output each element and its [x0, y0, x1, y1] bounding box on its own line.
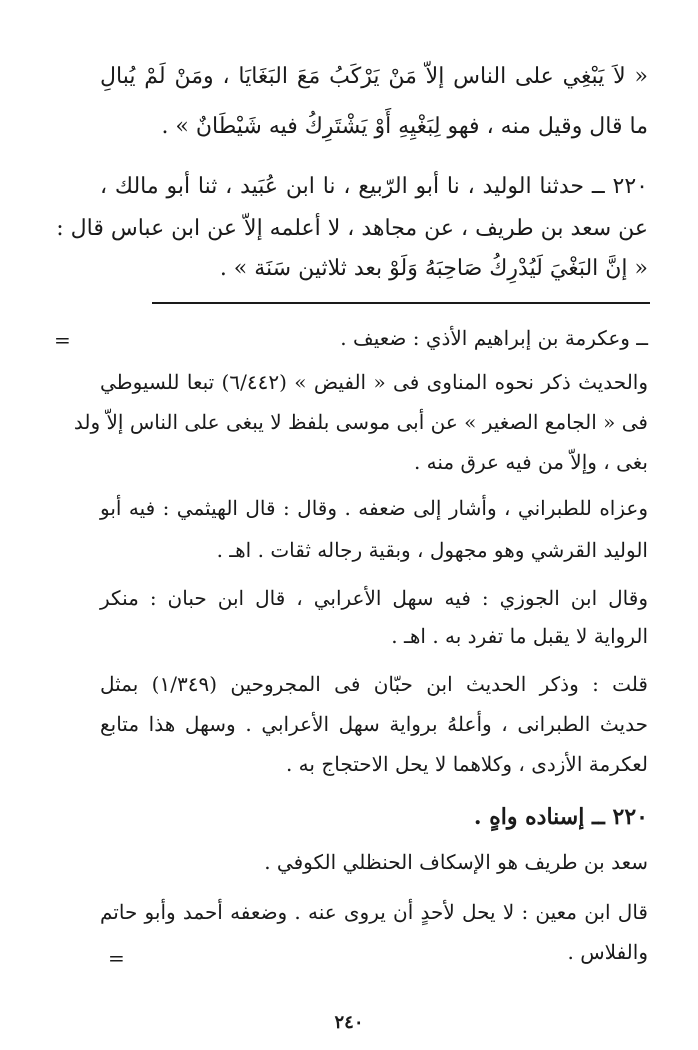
end-continuation-marker: = [108, 946, 125, 970]
footnote-para-3-line-1: وقال ابن الجوزي : فيه سهل الأعرابي ، قال ابن حبان : منكر [100, 586, 648, 610]
footnote-para-1-line-2: فى « الجامع الصغير » عن أبى موسى بلفظ لا يبغى على الناس إلاّ ولد [73, 410, 648, 434]
footnote-para-4-line-1: قلت : وذكر الحديث ابن حبّان فى المجروحين (١/٣٤٩) بمثل [100, 672, 648, 696]
main-text-line-3: ٢٢٠ ــ حدثنا الوليد ، نا أبو الرّبيع ، نا ابن عُبَيد ، ثنا أبو مالك ، [100, 174, 648, 199]
footnote-para-5-line-1: سعد بن طريف هو الإسكاف الحنظلي الكوفي . [264, 850, 648, 874]
continuation-marker: = [54, 328, 71, 352]
main-text-line-4: عن سعد بن طريف ، عن مجاهد ، لا أعلمه إلاّ عن ابن عباس قال : [56, 216, 648, 241]
footnote-line-1: ــ وعكرمة بن إبراهيم الأذي : ضعيف . [340, 326, 648, 350]
footnote-para-6-line-1: قال ابن معين : لا يحل لأحدٍ أن يروى عنه . وضعفه أحمد وأبو حاتم [100, 900, 648, 924]
footnote-para-6-line-2: والفلاس . [567, 940, 648, 964]
page-number: ٢٤٠ [334, 1012, 364, 1033]
main-text-line-1: « لاَ يَبْغِي على الناس إلاّ مَنْ يَرْكَبُ مَعَ البَغَايَا ، ومَنْ لَمْ يُبالِ [100, 64, 648, 89]
footnote-para-4-line-2: حديث الطبرانى ، وأعلهُ برواية سهل الأعرابي . وسهل هذا متابع [100, 712, 648, 736]
footnote-para-1-line-3: بغى ، وإلاّ من فيه عرق منه . [413, 450, 648, 474]
footnote-para-2-line-2: الوليد القرشي وهو مجهول ، وبقية رجاله ثقات . اهـ . [216, 538, 648, 562]
footnote-separator [152, 302, 650, 304]
footnote-para-3-line-2: الرواية لا يقبل ما تفرد به . اهـ . [391, 624, 648, 648]
main-text-line-2: ما قال وقيل منه ، فهو لِبَغْيِهِ أَوْ يَشْتَرِكُ فيه شَيْطَانٌ » . [161, 114, 648, 139]
main-text-line-5: « إنَّ البَغْيَ لَيُدْرِكُ صَاحِبَهُ وَلَوْ بعد ثلاثين سَنَة » . [219, 256, 648, 281]
footnote-heading: ٢٢٠ ــ إسناده واهٍ . [473, 804, 648, 830]
footnote-para-1-line-1: والحديث ذكر نحوه المناوى فى « الفيض » (٦/٤٤٢) تبعا للسيوطي [100, 370, 648, 394]
footnote-para-4-line-3: لعكرمة الأزدى ، وكلاهما لا يحل الاحتجاج به . [285, 752, 648, 776]
footnote-para-2-line-1: وعزاه للطبراني ، وأشار إلى ضعفه . وقال : قال الهيثمي : فيه أبو [100, 496, 648, 520]
